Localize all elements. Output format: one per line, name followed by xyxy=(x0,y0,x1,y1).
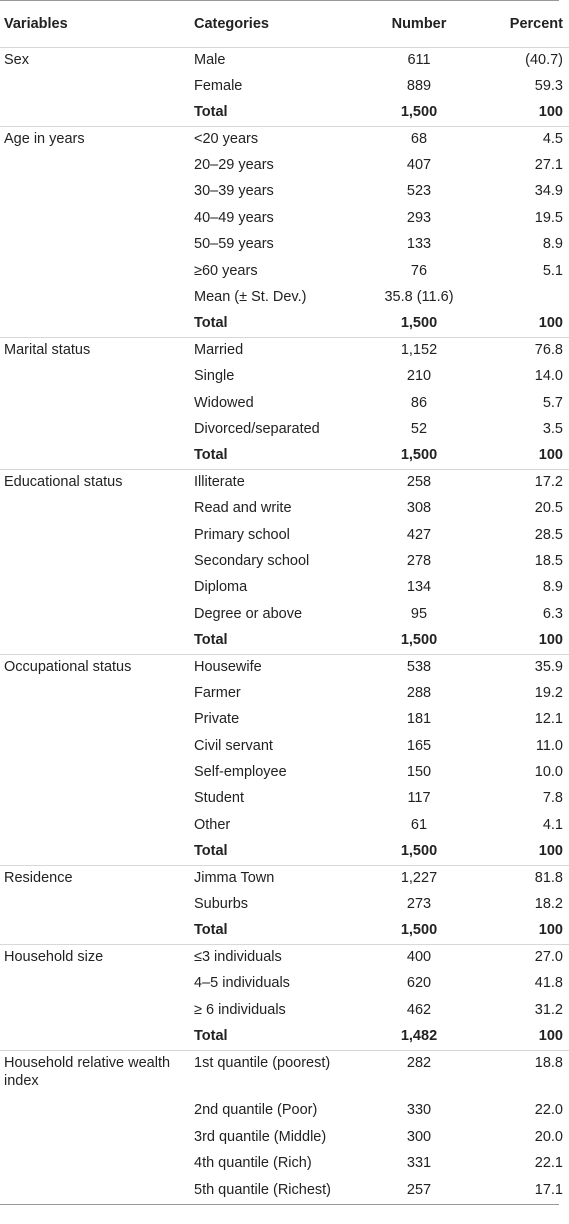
cell-variable xyxy=(0,285,194,311)
cell-variable xyxy=(0,391,194,417)
table-row-total xyxy=(0,628,569,654)
cell-percent: 100 xyxy=(538,104,563,121)
cell-category: Female xyxy=(194,77,243,94)
cell-number: 165 xyxy=(406,737,432,754)
cell-number: 330 xyxy=(406,1102,432,1119)
cell-percent: 10.0 xyxy=(534,764,563,781)
table-row xyxy=(0,179,569,205)
cell-category: Diploma xyxy=(194,579,248,596)
cell-number: 150 xyxy=(406,764,432,781)
cell-percent: 11.0 xyxy=(535,737,563,754)
cell-variable: Household relative wealth index xyxy=(0,1050,194,1098)
cell-category: Housewife xyxy=(194,654,361,680)
cell-number: 210 xyxy=(406,368,432,385)
cell-number: 308 xyxy=(406,500,432,517)
cell-percent: 7.8 xyxy=(542,790,563,807)
cell-percent: 100 xyxy=(538,843,563,860)
table-row xyxy=(0,786,569,812)
cell-number: 278 xyxy=(406,552,432,569)
cell-number: 52 xyxy=(410,420,428,437)
cell-number: 257 xyxy=(406,1181,432,1198)
cell-category: Primary school xyxy=(194,526,290,543)
cell-variable xyxy=(0,1098,194,1124)
cell-category: Jimma Town xyxy=(194,866,361,892)
cell-percent: 18.2 xyxy=(534,896,563,912)
header-percent: Percent xyxy=(509,16,563,32)
cell-number: 117 xyxy=(407,790,431,807)
cell-variable xyxy=(0,1178,194,1204)
header-number: Number xyxy=(391,16,447,32)
table-row xyxy=(0,654,569,680)
demographics-table xyxy=(0,1,569,1204)
cell-percent: 20.5 xyxy=(534,500,563,517)
table-row xyxy=(0,813,569,839)
cell-variable: Educational status xyxy=(0,470,194,496)
cell-variable xyxy=(0,100,194,126)
cell-variable xyxy=(0,1151,194,1177)
cell-number: 258 xyxy=(361,470,477,496)
cell-category: Degree or above xyxy=(194,605,303,622)
cell-number: 1,152 xyxy=(361,338,477,364)
cell-percent: 17.1 xyxy=(534,1181,563,1198)
cell-number: 1,500 xyxy=(400,315,438,332)
cell-variable xyxy=(0,786,194,812)
cell-percent: 22.1 xyxy=(534,1155,563,1172)
table-row xyxy=(0,391,569,417)
cell-variable xyxy=(0,892,194,918)
cell-number: 288 xyxy=(406,684,432,701)
table-row xyxy=(0,206,569,232)
cell-percent xyxy=(477,285,569,311)
cell-percent: 18.5 xyxy=(534,552,563,569)
cell-percent: 27.1 xyxy=(534,157,563,174)
cell-category: 4–5 individuals xyxy=(194,975,290,992)
cell-category: Total xyxy=(194,922,228,939)
cell-number: 1,500 xyxy=(400,843,438,860)
cell-variable xyxy=(0,496,194,522)
cell-variable xyxy=(0,971,194,997)
cell-number: 61 xyxy=(410,816,428,833)
cell-percent: 100 xyxy=(538,1027,563,1044)
cell-variable: Occupational status xyxy=(0,654,194,680)
cell-percent: 19.5 xyxy=(534,209,563,226)
cell-variable xyxy=(0,311,194,337)
table-row xyxy=(0,48,569,74)
cell-number: 133 xyxy=(406,236,432,253)
table-row xyxy=(0,496,569,522)
cell-variable xyxy=(0,179,194,205)
cell-category: Male xyxy=(194,48,361,74)
cell-number: 407 xyxy=(406,157,432,174)
cell-number: 1,500 xyxy=(400,447,438,464)
cell-number: 273 xyxy=(406,896,432,912)
cell-number: 889 xyxy=(406,77,432,94)
cell-variable xyxy=(0,232,194,258)
cell-percent: 31.2 xyxy=(534,1001,563,1018)
cell-variable xyxy=(0,918,194,944)
cell-category: Total xyxy=(194,632,228,649)
cell-percent: 8.9 xyxy=(542,579,563,596)
cell-percent: 27.0 xyxy=(477,945,569,971)
table-body xyxy=(0,48,569,1204)
cell-number: 86 xyxy=(410,394,428,411)
table-row xyxy=(0,575,569,601)
cell-variable xyxy=(0,839,194,865)
cell-category: ≥ 6 individuals xyxy=(194,1001,286,1018)
cell-number: 1,500 xyxy=(400,632,438,649)
table-row xyxy=(0,153,569,179)
table-row xyxy=(0,259,569,285)
cell-number: 427 xyxy=(406,526,432,543)
cell-variable xyxy=(0,813,194,839)
cell-category: Other xyxy=(194,816,231,833)
cell-percent: 59.3 xyxy=(534,77,563,94)
table-row xyxy=(0,945,569,971)
cell-variable xyxy=(0,74,194,100)
cell-category: 30–39 years xyxy=(194,183,274,200)
cell-variable xyxy=(0,443,194,469)
table-row xyxy=(0,1125,569,1151)
cell-variable xyxy=(0,206,194,232)
cell-category: Total xyxy=(194,843,228,860)
cell-category: 4th quantile (Rich) xyxy=(194,1155,312,1172)
cell-percent: 100 xyxy=(538,632,563,649)
cell-category: Self-employee xyxy=(194,764,287,781)
table-row xyxy=(0,285,569,311)
cell-category: 20–29 years xyxy=(194,157,274,174)
cell-category: Private xyxy=(194,711,240,728)
cell-number: 331 xyxy=(406,1155,432,1172)
cell-number: 76 xyxy=(410,262,428,279)
cell-category: Total xyxy=(194,315,228,332)
table-row xyxy=(0,892,569,918)
cell-number: 293 xyxy=(406,209,432,226)
cell-number: 35.8 (11.6) xyxy=(384,289,454,306)
cell-category: 5th quantile (Richest) xyxy=(194,1181,332,1198)
cell-variable xyxy=(0,628,194,654)
cell-variable xyxy=(0,417,194,443)
cell-variable xyxy=(0,681,194,707)
cell-percent: 5.7 xyxy=(542,394,563,411)
cell-percent: 100 xyxy=(538,315,563,332)
cell-category: 50–59 years xyxy=(194,236,274,253)
table-row xyxy=(0,602,569,628)
table-row xyxy=(0,707,569,733)
cell-category: Total xyxy=(194,104,228,121)
cell-category: Civil servant xyxy=(194,737,273,754)
cell-number: 523 xyxy=(406,183,432,200)
table-header-row xyxy=(0,1,569,48)
table-row-total xyxy=(0,100,569,126)
cell-percent: 4.5 xyxy=(477,127,569,153)
cell-category: 1st quantile (poorest) xyxy=(194,1050,361,1098)
cell-percent: 5.1 xyxy=(542,262,563,279)
cell-category: Suburbs xyxy=(194,896,249,912)
header-categories: Categories xyxy=(194,16,269,32)
cell-category: 40–49 years xyxy=(194,209,274,226)
cell-number: 620 xyxy=(406,975,432,992)
table-row xyxy=(0,549,569,575)
cell-category: <20 years xyxy=(194,127,361,153)
table-row xyxy=(0,364,569,390)
table-row xyxy=(0,338,569,364)
cell-variable xyxy=(0,575,194,601)
table-row xyxy=(0,971,569,997)
cell-category: 2nd quantile (Poor) xyxy=(194,1102,318,1119)
cell-number: 282 xyxy=(361,1050,477,1098)
cell-category: Divorced/separated xyxy=(194,420,320,437)
cell-number: 134 xyxy=(406,579,432,596)
cell-variable xyxy=(0,602,194,628)
cell-number: 181 xyxy=(406,711,432,728)
cell-variable: Marital status xyxy=(0,338,194,364)
cell-number: 1,227 xyxy=(361,866,477,892)
cell-percent: 3.5 xyxy=(542,420,563,437)
cell-category: Widowed xyxy=(194,394,254,411)
cell-category: Total xyxy=(194,1027,228,1044)
cell-percent: 17.2 xyxy=(477,470,569,496)
cell-variable xyxy=(0,998,194,1024)
cell-percent: 81.8 xyxy=(477,866,569,892)
table-row xyxy=(0,1178,569,1204)
cell-category: Read and write xyxy=(194,500,292,517)
cell-variable xyxy=(0,364,194,390)
cell-number: 400 xyxy=(361,945,477,971)
cell-percent: 41.8 xyxy=(534,975,563,992)
table-row xyxy=(0,866,569,892)
table-row-total xyxy=(0,311,569,337)
cell-percent: 28.5 xyxy=(534,526,563,543)
cell-percent: 20.0 xyxy=(534,1128,563,1145)
cell-percent: 100 xyxy=(538,922,563,939)
cell-category: Single xyxy=(194,368,235,385)
cell-number: 1,500 xyxy=(400,922,438,939)
cell-percent: 19.2 xyxy=(534,684,563,701)
cell-percent: 14.0 xyxy=(534,368,563,385)
table-row xyxy=(0,1050,569,1098)
cell-number: 611 xyxy=(361,48,477,74)
table-row-total xyxy=(0,1024,569,1050)
cell-variable xyxy=(0,707,194,733)
cell-number: 1,500 xyxy=(400,104,438,121)
header-variables: Variables xyxy=(4,16,68,32)
cell-variable xyxy=(0,153,194,179)
table-row xyxy=(0,232,569,258)
cell-category: Married xyxy=(194,338,361,364)
table-row xyxy=(0,734,569,760)
cell-category: Secondary school xyxy=(194,552,310,569)
cell-category: Total xyxy=(194,447,228,464)
cell-variable: Sex xyxy=(0,48,194,74)
cell-category: Student xyxy=(194,790,244,807)
table-row xyxy=(0,1098,569,1124)
cell-variable xyxy=(0,549,194,575)
table-row xyxy=(0,760,569,786)
cell-variable xyxy=(0,1024,194,1050)
cell-variable xyxy=(0,760,194,786)
cell-variable xyxy=(0,259,194,285)
cell-variable: Household size xyxy=(0,945,194,971)
table-row xyxy=(0,417,569,443)
cell-category: Illiterate xyxy=(194,470,361,496)
cell-category: Farmer xyxy=(194,684,241,701)
table-row-total xyxy=(0,443,569,469)
cell-number: 462 xyxy=(406,1001,432,1018)
cell-variable: Age in years xyxy=(0,127,194,153)
cell-percent: 8.9 xyxy=(542,236,563,253)
cell-variable xyxy=(0,523,194,549)
table-row xyxy=(0,74,569,100)
cell-percent: 100 xyxy=(538,447,563,464)
cell-category: Mean (± St. Dev.) xyxy=(194,289,307,306)
cell-variable xyxy=(0,734,194,760)
cell-variable xyxy=(0,1125,194,1151)
cell-category: ≥60 years xyxy=(194,262,258,279)
cell-category: 3rd quantile (Middle) xyxy=(194,1128,327,1145)
cell-category: ≤3 individuals xyxy=(194,945,361,971)
table-row xyxy=(0,681,569,707)
cell-percent: 22.0 xyxy=(534,1102,563,1119)
table-row xyxy=(0,127,569,153)
cell-percent: 35.9 xyxy=(477,654,569,680)
cell-number: 1,482 xyxy=(400,1027,438,1044)
table-bottom-rule xyxy=(0,1204,559,1205)
cell-percent: 12.1 xyxy=(534,711,563,728)
cell-percent: (40.7) xyxy=(477,48,569,74)
cell-percent: 76.8 xyxy=(477,338,569,364)
cell-variable: Residence xyxy=(0,866,194,892)
cell-number: 68 xyxy=(361,127,477,153)
cell-percent: 6.3 xyxy=(542,605,563,622)
table-row xyxy=(0,523,569,549)
cell-number: 95 xyxy=(410,605,428,622)
cell-percent: 34.9 xyxy=(534,183,563,200)
table-row xyxy=(0,998,569,1024)
table-row xyxy=(0,1151,569,1177)
cell-number: 538 xyxy=(361,654,477,680)
table-row-total xyxy=(0,839,569,865)
table-row xyxy=(0,470,569,496)
table-row-total xyxy=(0,918,569,944)
cell-percent: 4.1 xyxy=(542,816,563,833)
cell-percent: 18.8 xyxy=(477,1050,569,1098)
cell-number: 300 xyxy=(406,1128,432,1145)
